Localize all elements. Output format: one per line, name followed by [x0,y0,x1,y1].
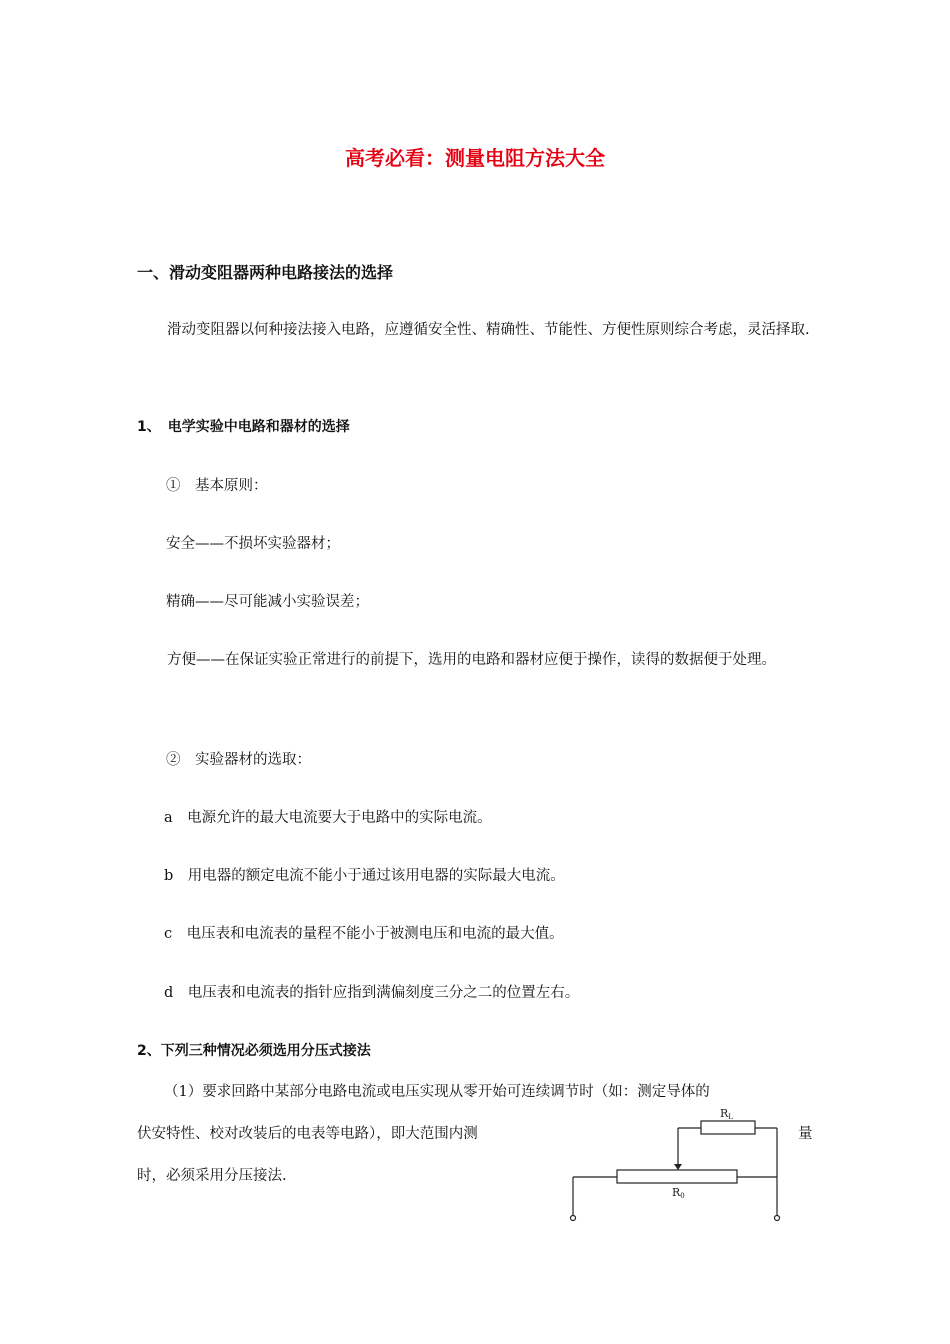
list-item-c: c 电压表和电流表的量程不能小于被测电压和电流的最大值。 [164,926,564,942]
load-resistor [701,1121,755,1134]
section-intro: 滑动变阻器以何种接法接入电路，应遵循安全性、精确性、节能性、方便性原则综合考虑，灵活择取. [167,322,810,338]
precision-principle: 精确——尽可能减小实验误差； [166,594,369,610]
divider-circuit-diagram [560,1100,800,1230]
slider-arrow-icon [674,1164,682,1170]
case1-line2-end: 量 [798,1126,813,1142]
page-title: 高考必看：测量电阻方法大全 [345,146,605,170]
section-heading: 一、滑动变阻器两种电路接法的选择 [137,263,394,282]
subsection-heading-2: 2、下列三种情况必须选用分压式接法 [137,1043,371,1059]
convenience-principle: 方便——在保证实验正常进行的前提下，选用的电路和器材应便于操作，读得的数据便于处理。 [167,652,776,668]
selection-title: ② 实验器材的选取： [166,752,311,768]
subsection-heading-1: 1、 电学实验中电路和器材的选择 [137,419,350,435]
list-item-d: d 电压表和电流表的指针应指到满偏刻度三分之二的位置左右。 [164,985,580,1001]
list-item-a: a 电源允许的最大电流要大于电路中的实际电流。 [164,810,492,826]
case1-line3: 时，必须采用分压接法. [137,1168,287,1184]
load-label: RL [720,1107,733,1121]
terminal-right [775,1216,780,1221]
terminal-left [571,1216,576,1221]
case1-line1: （1）要求回路中某部分电路电流或电压实现从零开始可连续调节时（如：测定导体的 [164,1084,710,1100]
safety-principle: 安全——不损坏实验器材； [166,536,340,552]
case1-line2: 伏安特性、校对改装后的电表等电路），即大范围内测 [137,1126,478,1142]
list-item-b: b 用电器的额定电流不能小于通过该用电器的实际最大电流。 [164,868,565,884]
rheostat-resistor [617,1170,737,1183]
rheostat-label: R0 [672,1186,685,1200]
principle-title: ① 基本原则： [166,478,268,494]
